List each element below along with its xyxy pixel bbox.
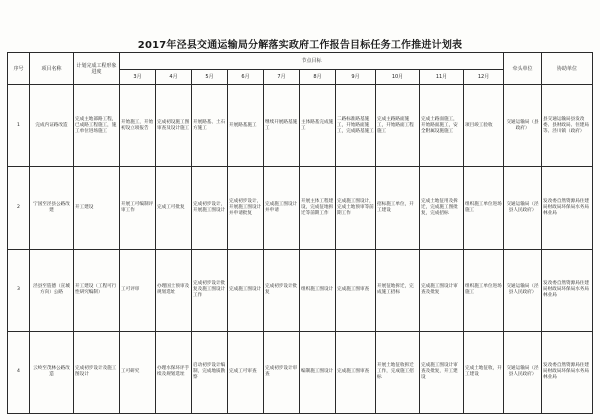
page-title: 2017年泾县交通运输局分解落实政府工作报告目标任务工作推进计划表 bbox=[137, 40, 463, 51]
header-month: 8月 bbox=[300, 70, 336, 85]
row-month-cell: 工可评审 bbox=[120, 249, 156, 331]
table-row bbox=[8, 249, 593, 331]
table-row bbox=[8, 167, 593, 249]
row-month-cell: 开展工可编制评审工作 bbox=[120, 167, 156, 249]
row-no: 4 bbox=[8, 331, 30, 413]
header-coop: 协助单位 bbox=[542, 53, 593, 85]
row-month-cell: 完成施工图设计，完成土地预审等前期工作 bbox=[336, 167, 376, 249]
row-month-cell: 完成初步设计批复及施工图设计工作 bbox=[192, 249, 228, 331]
row-project-name: 云岭至茂林公路改造 bbox=[30, 331, 74, 413]
row-leader: 交通运输局（县政府） bbox=[504, 85, 542, 167]
row-month-cell: 完成施工图设计审查及批复，开工建设 bbox=[420, 331, 464, 413]
header-month: 5月 bbox=[192, 70, 228, 85]
header-month: 12月 bbox=[464, 70, 504, 85]
header-project: 项目名称 bbox=[30, 53, 74, 85]
row-leader: 交通运输局（泾县人民政府） bbox=[504, 167, 542, 249]
row-month-cell: 继续开展路基施工 bbox=[264, 85, 300, 167]
header-month: 7月 bbox=[264, 70, 300, 85]
row-month-cell: 项目竣工验收 bbox=[464, 85, 504, 167]
row-month-cell: 完成施工图设计并申请 bbox=[264, 167, 300, 249]
row-month-cell: 完成施工图设计 bbox=[228, 249, 264, 331]
row-leader: 交通运输局（泾县人民政府） bbox=[504, 249, 542, 331]
row-month-cell: 组织施工图设计 bbox=[300, 249, 336, 331]
row-month-cell: 开展路基、土石方施工 bbox=[192, 85, 228, 167]
table-row bbox=[8, 331, 593, 413]
row-month-cell: 完成初步设计，开展施工图设计 bbox=[192, 167, 228, 249]
row-month-cell: 开展主体工程建设，完成征地拆迁等前期工作 bbox=[300, 167, 336, 249]
header-month: 10月 bbox=[376, 70, 420, 85]
row-progress: 开工建设（工程可行性研究编制） bbox=[74, 249, 120, 331]
row-month-cell: 组织施工单位进场施工 bbox=[464, 249, 504, 331]
header-month: 4月 bbox=[156, 70, 192, 85]
plan-table-body bbox=[8, 85, 593, 414]
row-no: 2 bbox=[8, 167, 30, 249]
header-monthly-goal: 节点目标 bbox=[120, 53, 504, 70]
header-month: 6月 bbox=[228, 70, 264, 85]
row-month-cell: 完成施工图设计审查及批复 bbox=[420, 249, 464, 331]
row-coop: 发改委自然资源局住建局财政局环保局水务局林业局 bbox=[542, 331, 593, 413]
row-month-cell: 完成土地征用及拆迁，完成施工图批复，完成招标 bbox=[420, 167, 464, 249]
row-month-cell: 完成土地征收，开工建设 bbox=[464, 331, 504, 413]
header-month: 3月 bbox=[120, 70, 156, 85]
row-month-cell: 开始施工，开始初设立项报告 bbox=[120, 85, 156, 167]
row-month-cell: 工可研究 bbox=[120, 331, 156, 413]
row-month-cell: 开展路基施工 bbox=[228, 85, 264, 167]
row-month-cell: 完成初步设计审查 bbox=[264, 331, 300, 413]
header-plan-progress: 计划完成工程形象进度 bbox=[74, 53, 120, 85]
header-row-1 bbox=[8, 53, 593, 70]
row-month-cell: 主体路基完成施工 bbox=[300, 85, 336, 167]
row-project-name: 宁国至泾县公路改建 bbox=[30, 167, 74, 249]
row-month-cell: 开展土地征收拆迁工作，完成施工招标 bbox=[376, 331, 420, 413]
header-month: 11月 bbox=[420, 70, 464, 85]
row-project-name: 完成内证路改造 bbox=[30, 85, 74, 167]
row-month-cell: 编制施工图设计 bbox=[300, 331, 336, 413]
header-no: 序号 bbox=[8, 53, 30, 85]
row-coop: 发改委自然资源局住建局财政局环保局水务局林业局 bbox=[542, 249, 593, 331]
row-month-cell: 完成初步设计批复 bbox=[264, 249, 300, 331]
row-month-cell: 完成工可审查 bbox=[228, 331, 264, 413]
header-leader: 牵头单位 bbox=[504, 53, 542, 85]
row-coop: 发改委自然资源局住建局财政局环保局水务局林业局 bbox=[542, 167, 593, 249]
row-month-cell: 完成主路路面施工，开始路面工程施工 bbox=[376, 85, 420, 167]
row-progress: 完成初步设计及施工图设计 bbox=[74, 331, 120, 413]
row-progress: 完成主地部路工程，已成路工程施工，施工单位进场施工 bbox=[74, 85, 120, 167]
row-project-name: 泾县至旌德（宣城方向）公路 bbox=[30, 249, 74, 331]
row-month-cell: 招标施工单位，开工建设 bbox=[376, 167, 420, 249]
row-leader: 交通运输局（泾县人民政府） bbox=[504, 331, 542, 413]
row-month-cell: 办理国土预审及规划选址 bbox=[156, 249, 192, 331]
row-no: 3 bbox=[8, 249, 30, 331]
row-month-cell: 完成施工图审查 bbox=[336, 249, 376, 331]
row-month-cell: 完成土路面施工，开始路面施工，安全附属设施施工 bbox=[420, 85, 464, 167]
plan-table bbox=[7, 52, 593, 414]
row-month-cell: 完成初步设计，开展施工图设计并申请批复 bbox=[228, 167, 264, 249]
row-month-cell: 完成施工图审查 bbox=[336, 331, 376, 413]
header-month: 9月 bbox=[336, 70, 376, 85]
row-month-cell: 二路标准路基施工，开始路面施工，完成路基施工 bbox=[336, 85, 376, 167]
row-progress: 开工建设 bbox=[74, 167, 120, 249]
row-coop: 县交通运输局县发改委、县财政局、住建局等、泾川镇（政府） bbox=[542, 85, 593, 167]
row-month-cell: 启动初步设计编制，完成地质勘察 bbox=[192, 331, 228, 413]
row-month-cell: 完成初设施工图审查及设计施工 bbox=[156, 85, 192, 167]
table-row bbox=[8, 85, 593, 167]
row-month-cell: 开展征地拆迁，完成施工招标 bbox=[376, 249, 420, 331]
row-month-cell: 组织施工单位进场施工 bbox=[464, 167, 504, 249]
row-month-cell: 完成工可批复 bbox=[156, 167, 192, 249]
row-month-cell: 办理水保环评手续及规划选址 bbox=[156, 331, 192, 413]
row-no: 1 bbox=[8, 85, 30, 167]
